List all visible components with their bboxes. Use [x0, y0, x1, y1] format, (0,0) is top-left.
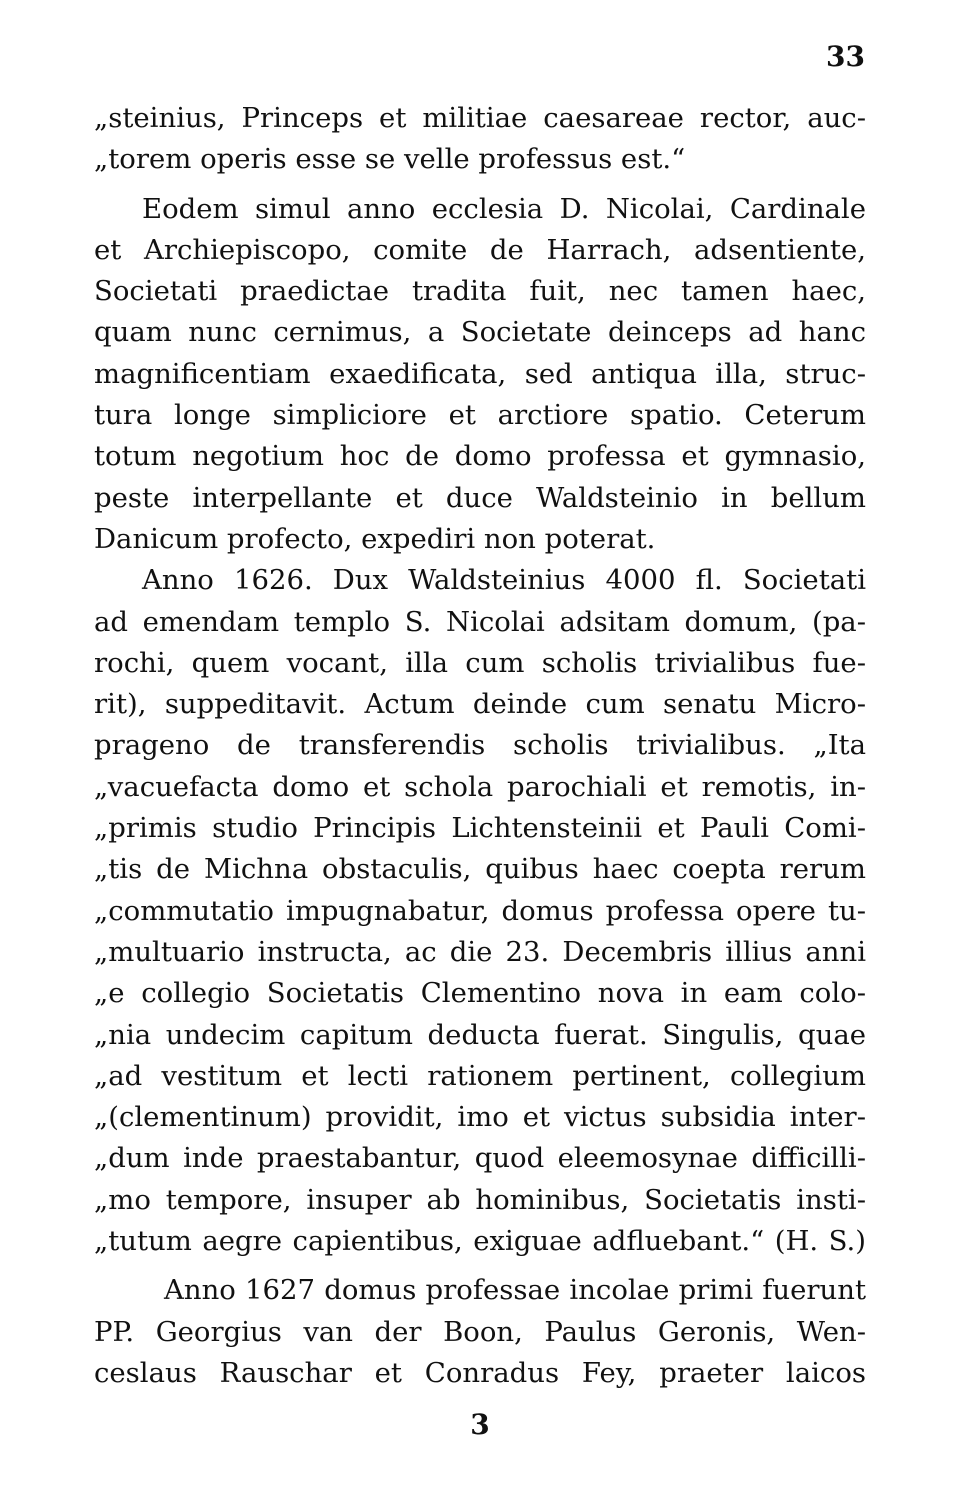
text-line: „tutum aegre capientibus, exiguae adfluebant.“ (H. S.)	[94, 1225, 866, 1258]
signature-mark: 3	[470, 1408, 490, 1441]
page-number: 33	[826, 40, 865, 73]
text-line: Anno 1626. Dux Waldsteinius 4000 fl. Societati	[142, 564, 866, 597]
text-line: ad emendam templo S. Nicolai adsitam domum, (pa-	[94, 605, 866, 638]
text-line: „primis studio Principis Lichtensteinii et Pauli Comi-	[94, 812, 866, 845]
text-line: Danicum profecto, expediri non poterat.	[94, 522, 656, 555]
text-line: „e collegio Societatis Clementino nova in eam colo-	[94, 977, 866, 1010]
text-line: „tis de Michna obstaculis, quibus haec coepta rerum	[94, 853, 866, 886]
text-line: peste interpellante et duce Waldsteinio in bellum	[94, 481, 866, 514]
text-line: „multuario instructa, ac die 23. Decembris illius anni	[94, 935, 866, 968]
text-line: tura longe simpliciore et arctiore spatio. Ceterum	[94, 399, 866, 432]
text-line: et Archiepiscopo, comite de Harrach, adsentiente,	[94, 233, 866, 266]
text-line: Societati praedictae tradita fuit, nec tamen haec,	[94, 275, 866, 308]
text-line: „nia undecim capitum deducta fuerat. Singulis, quae	[94, 1018, 866, 1051]
text-line: ceslaus Rauschar et Conradus Fey, praeter laicos	[94, 1356, 866, 1389]
text-line: totum negotium hoc de domo professa et gymnasio,	[94, 440, 866, 473]
text-line: quam nunc cernimus, a Societate deinceps ad hanc	[94, 316, 866, 349]
text-line: magnificentiam exaedificata, sed antiqua illa, struc-	[94, 357, 866, 390]
text-line: Eodem simul anno ecclesia D. Nicolai, Cardinale	[142, 192, 866, 225]
text-line: „mo tempore, insuper ab hominibus, Societatis insti-	[94, 1183, 866, 1216]
text-line: Anno 1627 domus professae incolae primi fuerunt	[164, 1274, 866, 1307]
text-line: prageno de transferendis scholis trivialibus. „Ita	[94, 729, 866, 762]
text-line: „vacuefacta domo et schola parochiali et remotis, in-	[94, 770, 866, 803]
text-line: „ad vestitum et lecti rationem pertinent, collegium	[94, 1059, 866, 1092]
text-line: „dum inde praestabantur, quod eleemosynae difficilli-	[94, 1142, 866, 1175]
text-line: „torem operis esse se velle professus est.“	[94, 143, 686, 176]
text-line: rochi, quem vocant, illa cum scholis trivialibus fue-	[94, 646, 866, 679]
text-line: „commutatio impugnabatur, domus professa opere tu-	[94, 894, 866, 927]
text-line: „(clementinum) providit, imo et victus subsidia inter-	[94, 1101, 866, 1134]
body-text	[94, 98, 866, 1394]
text-line: rit), suppeditavit. Actum deinde cum senatu Micro-	[94, 688, 866, 721]
text-line: PP. Georgius van der Boon, Paulus Geronis, Wen-	[94, 1315, 866, 1348]
text-line: „steinius, Princeps et militiae caesareae rector, auc-	[94, 102, 866, 134]
